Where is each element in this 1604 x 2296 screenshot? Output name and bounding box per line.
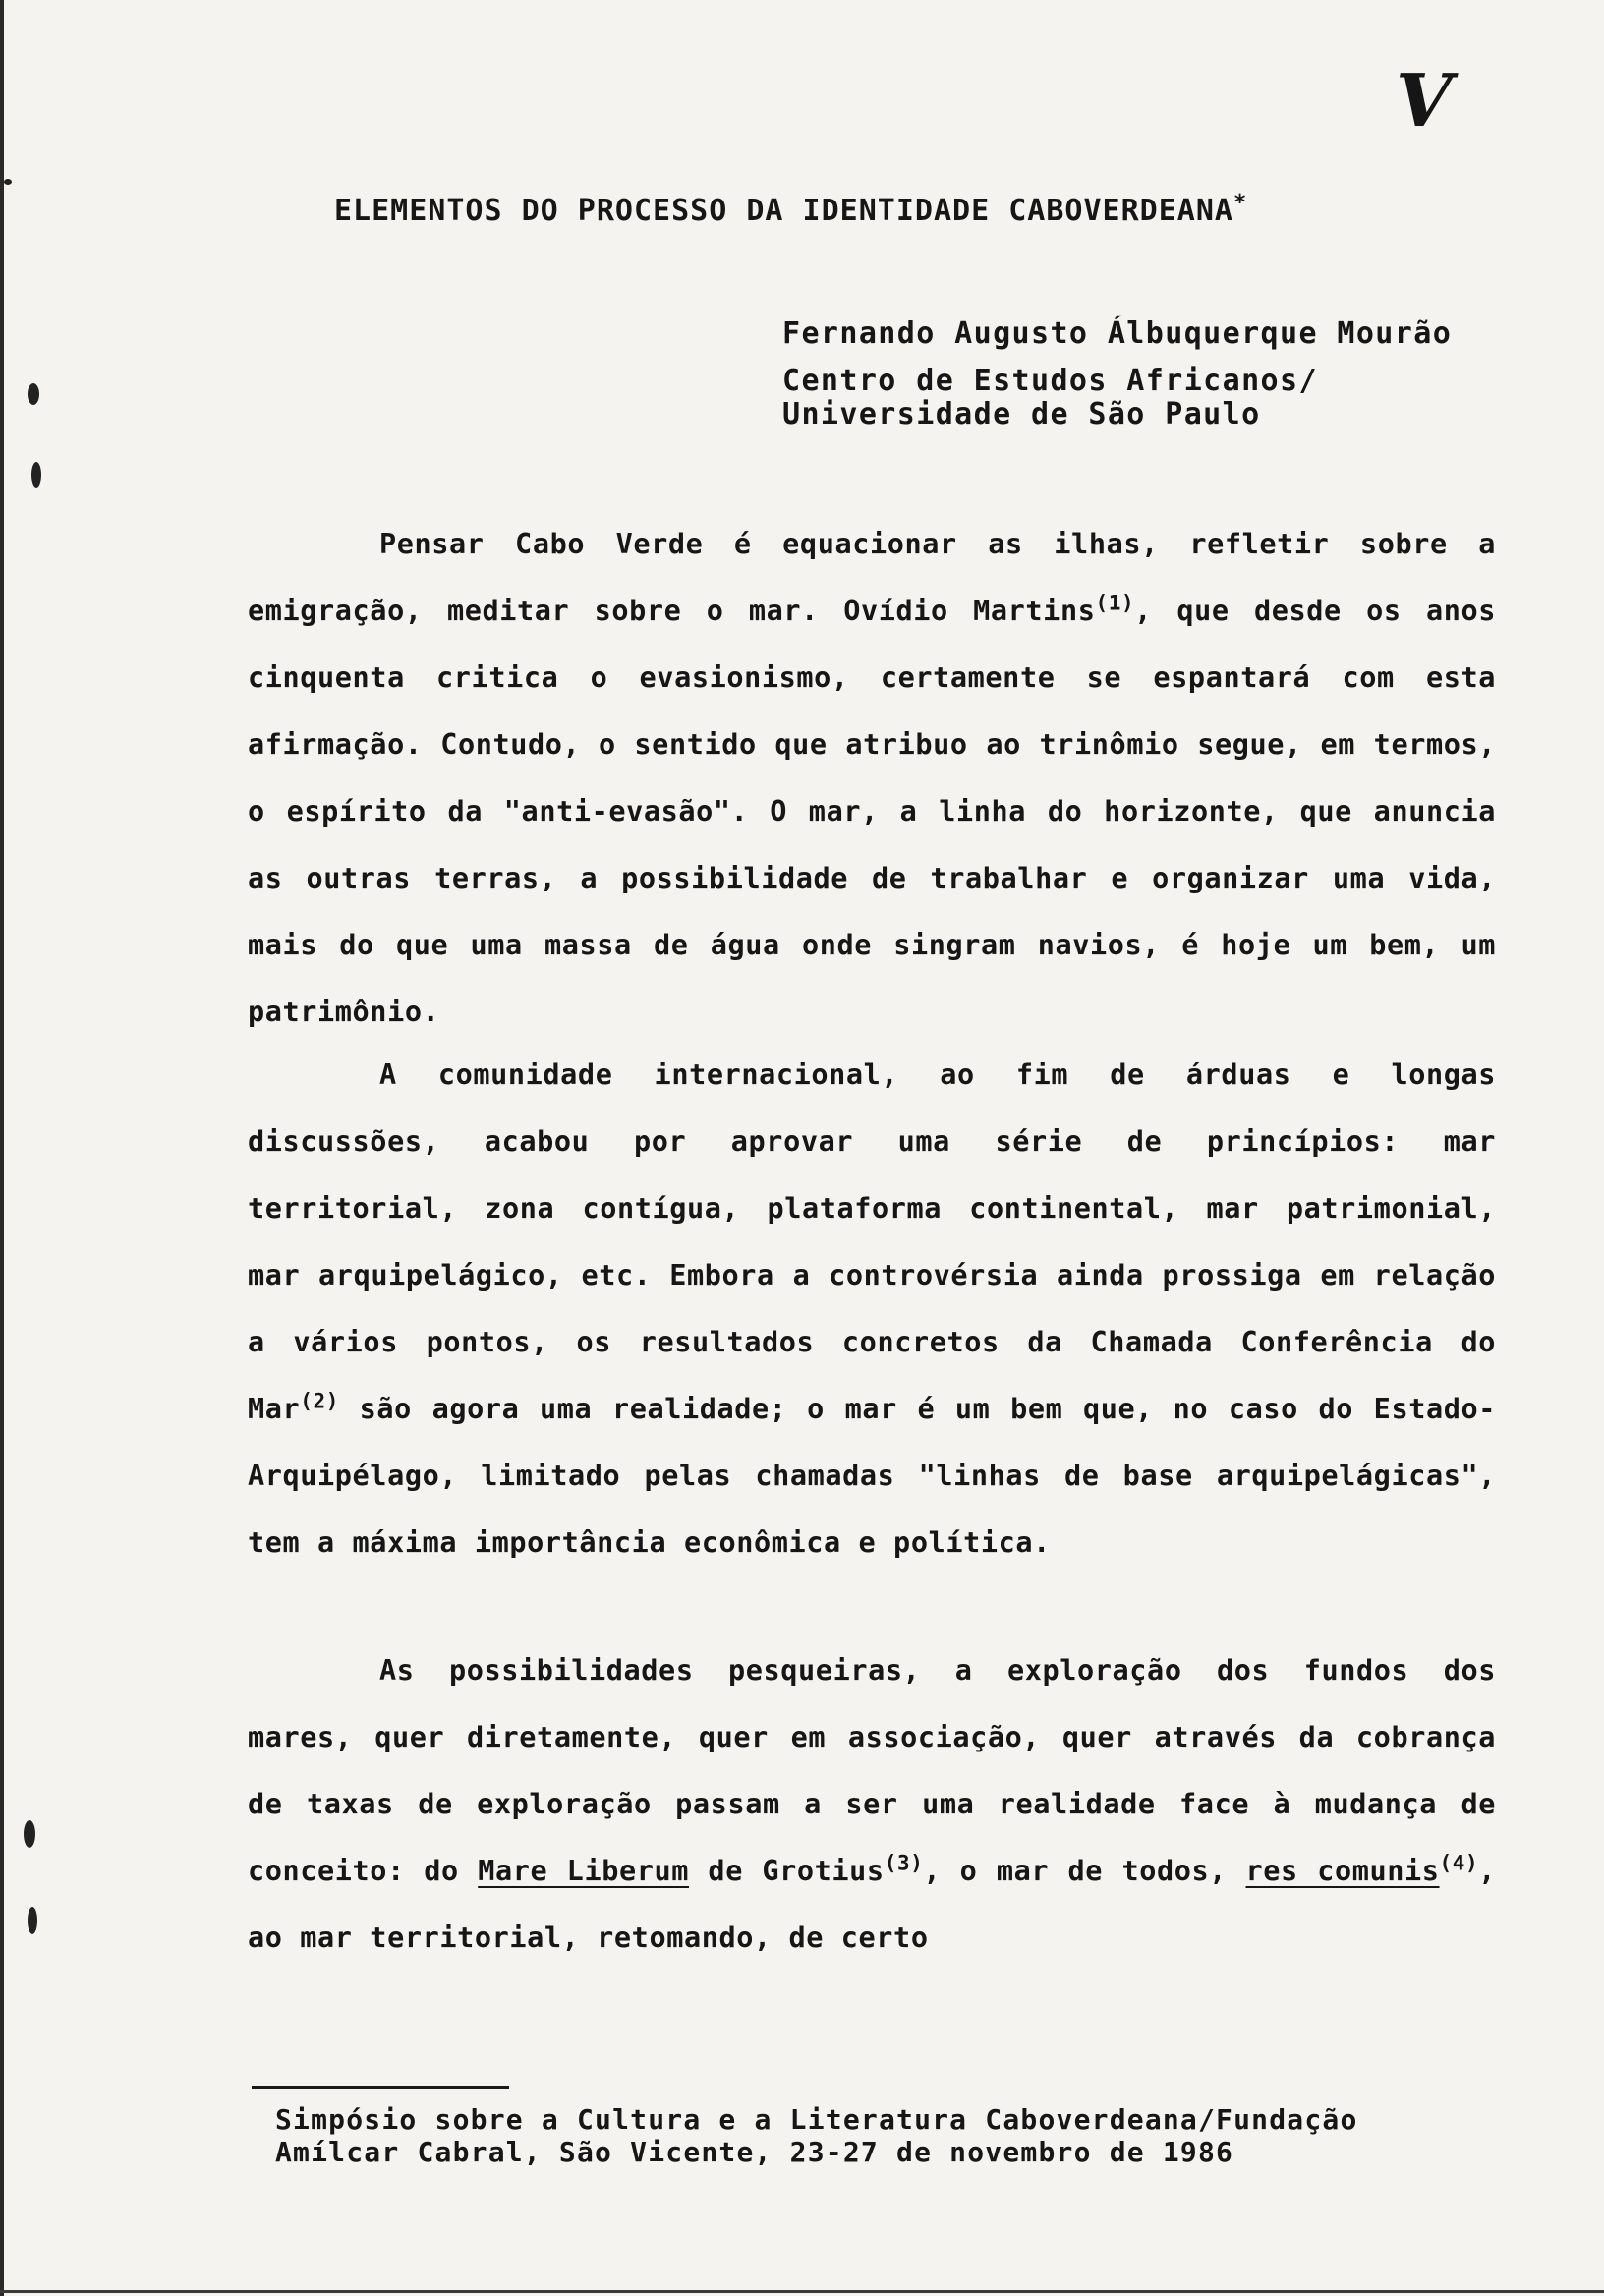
paragraph-2-text: A comunidade internacional, ao fim de árduas e longas discussões, acabou por aprovar uma série de princípios: mar territorial, zona contígua, plataforma continental, mar patrimonial, mar arquipelágico, etc. Embora a controvérsia ainda prossiga em relação a vários pontos, os resultados concretos da Chamada Conferência do Mar — [248, 1059, 1496, 1425]
paragraph-1-text-cont: , que desde os anos cinquenta critica o evasionismo, certamente se espantará com esta afirmação. Contudo, o sentido que atribuo ao trinômio segue, em termos, o espírito da "anti-evasão". O mar, a linha do horizonte, que anuncia as outras terras, a possibilidade de trabalhar e organizar uma vida, mais do que uma massa de água onde singram navios, é hoje um bem, um patrimônio. — [248, 595, 1496, 1028]
title-text: ELEMENTOS DO PROCESSO DA IDENTIDADE CABOVERDEANA — [334, 194, 1233, 228]
paragraph-3-text-d: , ao mar territorial, retomando, de certo — [248, 1855, 1497, 1954]
scan-speck — [28, 1907, 37, 1934]
paragraph-3 — [248, 1637, 1496, 1972]
paragraph-3-text-c: , o mar de todos, — [923, 1855, 1246, 1887]
document-title — [334, 191, 1247, 228]
paragraph-1-text: Pensar Cabo Verde é equacionar as ilhas, refletir sobre a emigração, meditar sobre o mar. Ovídio Martins — [248, 528, 1496, 627]
footnote-ref-4: (4) — [1439, 1851, 1479, 1875]
page-binding-edge — [0, 0, 4, 2296]
author-affiliation-line1: Centro de Estudos Africanos/ — [782, 364, 1318, 398]
footnote — [275, 2103, 1494, 2168]
paragraph-1 — [248, 511, 1496, 1046]
handwritten-margin-mark: V — [1396, 59, 1453, 144]
paragraph-2-text-cont: são agora uma realidade; o mar é um bem que, no caso do Estado-Arquipélago, limitado pelas chamadas "linhas de base arquipelágicas", tem a máxima importância econômica e política. — [248, 1393, 1496, 1559]
term-res-comunis: res comunis — [1245, 1855, 1440, 1887]
footnote-ref-3: (3) — [884, 1851, 924, 1875]
page-bottom-edge — [0, 2290, 1604, 2293]
scan-speck — [4, 179, 12, 185]
author-name: Fernando Augusto Álbuquerque Mourão — [782, 316, 1453, 351]
term-mare-liberum: Mare Liberum — [478, 1855, 689, 1887]
footnote-ref-2: (2) — [300, 1389, 340, 1413]
paragraph-2 — [248, 1042, 1496, 1577]
footnote-divider — [252, 2086, 509, 2089]
footnote-text: Simpósio sobre a Cultura e a Literatura Caboverdeana/Fundação Amílcar Cabral, São Vicente, 23-27 de novembro de 1986 — [275, 2103, 1358, 2168]
paragraph-3-text-b: de Grotius — [689, 1855, 885, 1887]
title-footnote-marker: * — [1232, 191, 1248, 215]
scan-speck — [24, 1820, 35, 1848]
author-affiliation-line2: Universidade de São Paulo — [782, 397, 1261, 431]
paragraph-3-text: As possibilidades pesqueiras, a exploração dos fundos dos mares, quer diretamente, quer em associação, quer através da cobrança de taxas de exploração passam a ser uma realidade face à mudança de conceito: do — [248, 1654, 1496, 1887]
footnote-ref-1: (1) — [1095, 591, 1135, 615]
scan-speck — [28, 383, 39, 405]
scan-speck — [31, 462, 41, 488]
